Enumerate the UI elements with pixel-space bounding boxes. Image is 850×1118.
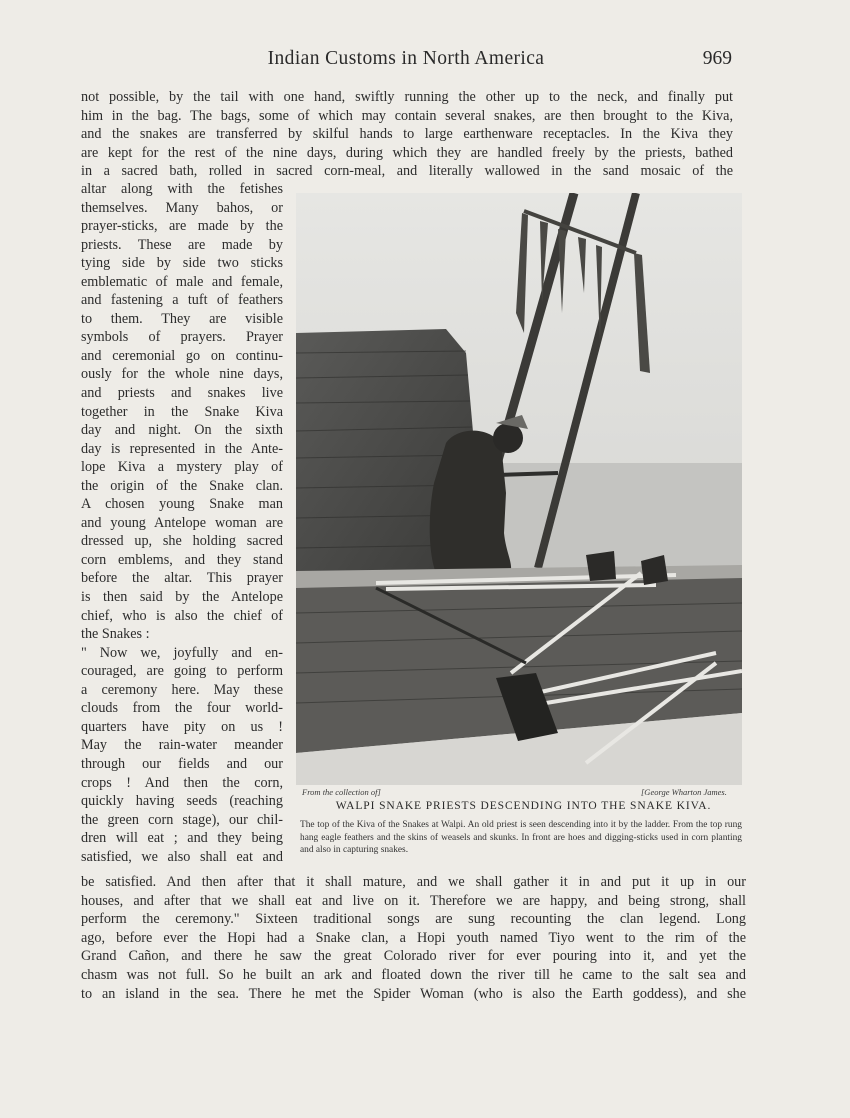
text-line: quarters have pity on us !: [81, 718, 283, 735]
text-line: the Snakes :: [81, 626, 150, 643]
text-line: and the snakes are transferred by skilful hands to large earthenware receptacles. In the Kiva they: [81, 126, 733, 143]
page-number: 969: [702, 48, 732, 69]
text-line: Grand Cañon, and there he saw the great Colorado river for ever pouring into it, and yet the: [81, 948, 746, 965]
text-line: symbols of prayers. Prayer: [81, 329, 283, 346]
text-line: couraged, are going to perform: [81, 663, 283, 680]
text-line: the green corn stage), our chil-: [81, 811, 283, 828]
text-line: ously for the whole nine days,: [81, 366, 283, 383]
text-line: chasm was not full. So he built an ark and floated down the river till he came to the salt sea and: [81, 966, 746, 983]
text-line: to an island in the sea. There he met the Spider Woman (who is also the Earth goddess), and she: [81, 985, 746, 1002]
text-line: dren will eat ; and they being: [81, 830, 283, 847]
photo-credit-photographer: [George Wharton James.: [641, 787, 727, 797]
text-line: satisfied, we also shall eat and: [81, 848, 283, 865]
text-line: quickly having seeds (reaching: [81, 793, 283, 810]
text-line: day is represented in the Ante-: [81, 440, 283, 457]
text-line: and priests and snakes live: [81, 385, 283, 402]
text-line: together in the Snake Kiva: [81, 403, 283, 420]
text-line: ago, before ever the Hopi had a Snake clan, a Hopi youth named Tiyo went to the rim of the: [81, 929, 746, 946]
text-line: is then said by the Antelope: [81, 589, 283, 606]
text-line: priests. These are made by: [81, 236, 283, 253]
text-line: and young Antelope woman are: [81, 514, 283, 531]
photo-credit-collection: From the collection of]: [302, 787, 381, 797]
text-line: through our fields and our: [81, 755, 283, 772]
figure-title: WALPI SNAKE PRIESTS DESCENDING INTO THE SNAKE KIVA.: [335, 800, 712, 812]
text-line: be satisfied. And then after that it shall mature, and we shall gather it in and put it up in our: [81, 874, 746, 890]
text-line: to them. They are visible: [81, 310, 283, 327]
text-line: emblematic of male and female,: [81, 273, 283, 290]
text-line: May the rain-water meander: [81, 737, 283, 754]
text-line: themselves. Many bahos, or: [81, 199, 283, 216]
text-line: a ceremony here. May these: [81, 681, 283, 698]
text-line: him in the bag. The bags, some of which may contain several snakes, are then brought to the Kiva,: [81, 107, 733, 124]
left-column-text: [81, 180, 283, 866]
text-line: and fastening a tuft of feathers: [81, 292, 283, 309]
text-line: perform the ceremony." Sixteen traditional songs are sung recounting the clan legend. Long: [81, 911, 746, 928]
text-line: clouds from the four world-: [81, 700, 283, 717]
text-line: prayer-sticks, are made by the: [81, 218, 283, 235]
paragraph-bottom: [81, 873, 746, 1003]
text-line: are kept for the rest of the nine days, during which they are handled freely by the priests, bathed: [81, 144, 733, 161]
running-header: [80, 48, 740, 76]
text-line: the origin of the Snake clan.: [81, 477, 283, 494]
text-line: A chosen young Snake man: [81, 496, 283, 513]
figure-caption: The top of the Kiva of the Snakes at Walpi. An old priest is seen descending into it by the ladder. From the top rung hang eagle feathers and the skins of weasels and skunks. In front are hoes and digging-sticks used in corn planting and also in capturing snakes.: [300, 820, 742, 855]
text-line: crops ! And then the corn,: [81, 774, 283, 791]
text-line: lope Kiva a mystery play of: [81, 459, 283, 476]
running-title: Indian Customs in North America: [267, 48, 545, 69]
paragraph-top: [81, 88, 733, 181]
text-line: in a sacred bath, rolled in sacred corn-meal, and literally wallowed in the sand mosaic of the: [81, 163, 733, 180]
text-line: chief, who is also the chief of: [81, 607, 283, 624]
text-line: tying side by side two sticks: [81, 255, 283, 272]
text-line: and ceremonial go on continu-: [81, 347, 283, 364]
photograph: [296, 193, 742, 785]
text-line: altar along with the fetishes: [81, 181, 283, 197]
text-line: day and night. On the sixth: [81, 422, 283, 439]
text-line: corn emblems, and they stand: [81, 551, 283, 568]
text-line: houses, and after that we shall eat and live on it. Therefore we are happy, and being strong, shall: [81, 892, 746, 909]
text-line: not possible, by the tail with one hand, swiftly running the other up to the neck, and finally put: [81, 89, 733, 105]
text-line: " Now we, joyfully and en-: [81, 644, 283, 661]
text-line: before the altar. This prayer: [81, 570, 283, 587]
text-line: dressed up, she holding sacred: [81, 533, 283, 550]
photo-kiva-priest: [296, 193, 742, 785]
